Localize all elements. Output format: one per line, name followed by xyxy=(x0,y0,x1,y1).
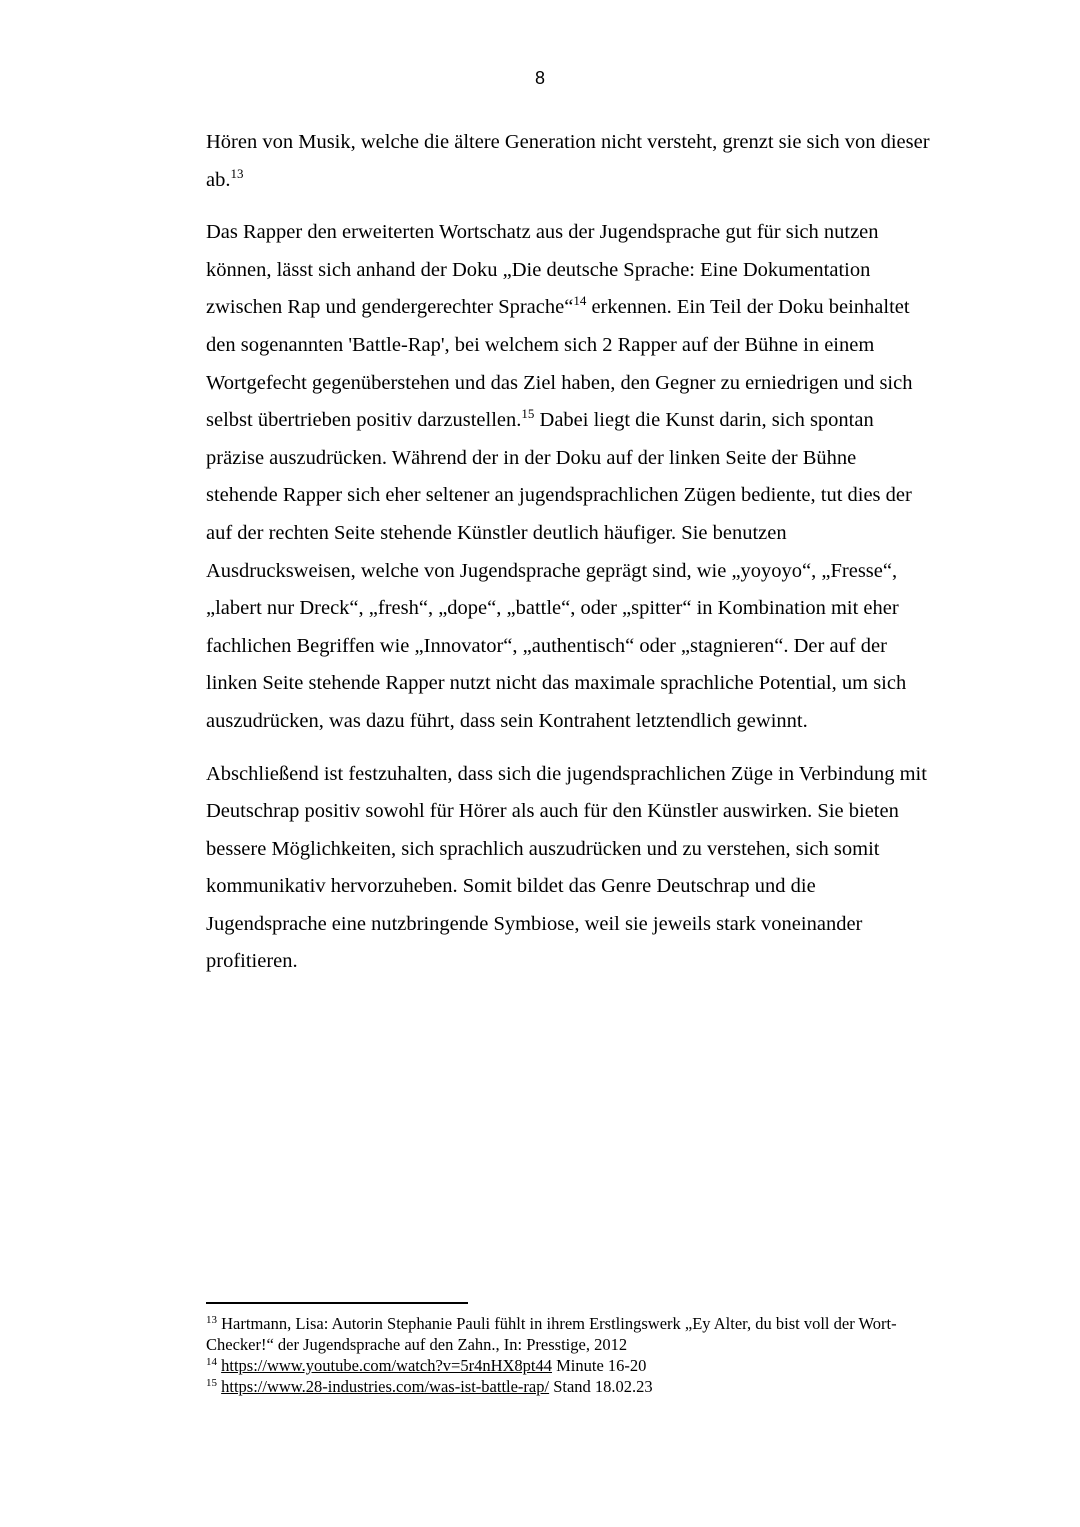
footnote-separator xyxy=(206,1302,468,1304)
text-line: den sogenannten 'Battle-Rap', bei welchem sich 2 Rapper auf der Bühne in einem xyxy=(206,333,875,356)
footnote-line xyxy=(206,1376,978,1397)
text-line xyxy=(206,402,978,440)
footnote-ref-14[interactable]: 14 xyxy=(573,293,587,309)
text-fragment: Dabei liegt die Kunst darin, sich spontan xyxy=(534,409,874,432)
paragraph-2 xyxy=(206,214,978,740)
text-line: auszudrücken, was dazu führt, dass sein Kontrahent letztendlich gewinnt. xyxy=(206,709,808,732)
footnote-line xyxy=(206,1313,978,1334)
footnote-text: Minute 16-20 xyxy=(551,1356,647,1375)
text-line: präzise auszudrücken. Während der in der Doku auf der linken Seite der Bühne xyxy=(206,446,857,469)
footnote-number: 13 xyxy=(206,1314,217,1326)
paragraph-3 xyxy=(206,756,978,982)
text-line: Das Rapper den erweiterten Wortschatz aus der Jugendsprache gut für sich nutzen xyxy=(206,221,879,244)
footnote-text: Stand 18.02.23 xyxy=(549,1377,653,1396)
footnote-link-youtube[interactable]: https://www.youtube.com/watch?v=5r4nHX8pt44 xyxy=(221,1356,552,1375)
footnotes xyxy=(206,1313,978,1397)
text-line: stehende Rapper sich eher seltener an jugendsprachlichen Zügen bediente, tut dies der xyxy=(206,484,912,507)
text-fragment: zwischen Rap und gendergerechter Sprache“ xyxy=(206,296,574,319)
text-line: linken Seite stehende Rapper nutzt nicht das maximale sprachliche Potential, um sich xyxy=(206,672,907,695)
text-line: auf der rechten Seite stehende Künstler deutlich häufiger. Sie benutzen xyxy=(206,521,787,544)
text-fragment: erkennen. Ein Teil der Doku beinhaltet xyxy=(586,296,910,319)
text-line: Abschließend ist festzuhalten, dass sich die jugendsprachlichen Züge in Verbindung mit xyxy=(206,762,927,785)
text-line: „labert nur Dreck“, „fresh“, „dope“, „battle“, oder „spitter“ in Kombination mit eher xyxy=(206,597,899,620)
text-line: Ausdrucksweisen, welche von Jugendsprache geprägt sind, wie „yoyoyo“, „Fresse“, xyxy=(206,559,898,582)
text-line: bessere Möglichkeiten, sich sprachlich auszudrücken und zu verstehen, sich somit xyxy=(206,837,880,860)
text-line: Deutschrap positiv sowohl für Hörer als auch für den Künstler auswirken. Sie bieten xyxy=(206,800,899,823)
footnote-ref-15[interactable]: 15 xyxy=(521,406,535,422)
text-line xyxy=(206,162,978,200)
text-line: kommunikativ hervorzuheben. Somit bildet das Genre Deutschrap und die xyxy=(206,875,816,898)
text-line xyxy=(206,289,978,327)
text-line: können, lässt sich anhand der Doku „Die deutsche Sprache: Eine Dokumentation xyxy=(206,258,871,281)
footnote-ref-13[interactable]: 13 xyxy=(230,165,244,181)
text-line: profitieren. xyxy=(206,950,298,973)
footnote-line xyxy=(206,1355,978,1376)
footnote-line: Checker!“ der Jugendsprache auf den Zahn., In: Presstige, 2012 xyxy=(206,1335,628,1354)
text-line: Wortgefecht gegenüberstehen und das Ziel haben, den Gegner zu erniedrigen und sich xyxy=(206,371,913,394)
body-text xyxy=(206,124,978,981)
text-line: Hören von Musik, welche die ältere Generation nicht versteht, grenzt sie sich von dieser xyxy=(206,131,930,153)
footnote-number: 14 xyxy=(206,1356,217,1368)
text-line: Jugendsprache eine nutzbringende Symbiose, weil sie jeweils stark voneinander xyxy=(206,912,863,935)
paragraph-1 xyxy=(206,124,978,199)
page-number: 8 xyxy=(534,68,545,88)
footnote-text: Hartmann, Lisa: Autorin Stephanie Pauli fühlt in ihrem Erstlingswerk „Ey Alter, du bist voll der Wort- xyxy=(217,1314,897,1333)
footnote-14 xyxy=(206,1355,978,1376)
text-fragment: selbst übertrieben positiv darzustellen. xyxy=(206,409,522,432)
text-fragment: ab. xyxy=(206,168,231,191)
footnote-link-battle-rap[interactable]: https://www.28-industries.com/was-ist-battle-rap/ xyxy=(221,1377,550,1396)
footnote-15 xyxy=(206,1376,978,1397)
text-line: fachlichen Begriffen wie „Innovator“, „authentisch“ oder „stagnieren“. Der auf der xyxy=(206,634,887,657)
footnote-number: 15 xyxy=(206,1377,217,1389)
footnote-13 xyxy=(206,1313,978,1355)
